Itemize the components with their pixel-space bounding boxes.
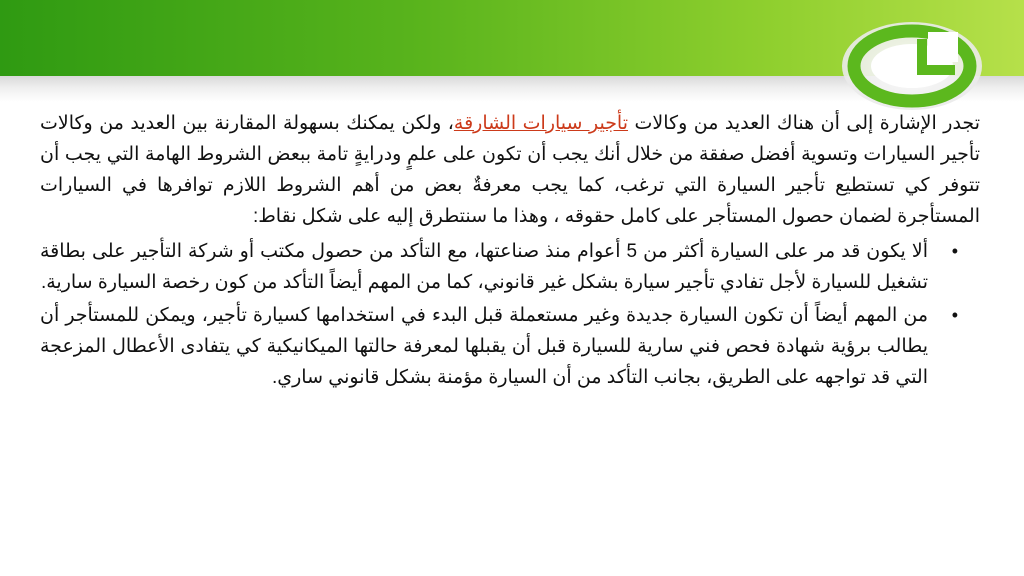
intro-text-before-link: تجدر الإشارة إلى أن هناك العديد من وكالات [628,113,980,134]
slide-content [40,108,980,395]
list-item-text: من المهم أيضاً أن تكون السيارة جديدة وغير مستعملة قبل البدء في استخدامها كسيارة تأجير، ويمكن للمستأجر أن يطالب برؤية شهادة فحص فني سارية للسيارة قبل أن يقبلها لمعرفة حالتها الميكانيكية كي يتفادى الأعطال المزعجة التي قد تواجهه على الطريق، بجانب التأكد من أن السيارة مؤمنة بشكل قانوني ساري. [40,305,928,388]
list-item [40,300,958,393]
conditions-list [40,236,980,393]
intro-paragraph [40,108,980,232]
list-item [40,236,958,298]
intro-text-after-link: ، ولكن يمكنك بسهولة المقارنة بين العديد من وكالات تأجير السيارات وتسوية أفضل صفقة من خلال أنك يجب أن تكون على علمٍ ودرايةٍ تامة ببعض الشروط الهامة التي يجب أن تتوفر كي تستطيع تأجير السيارة التي ترغب، كما يجب معرفةٌ بعض من أهم الشروط اللازم توافرها في السيارات المستأجرة لضمان حصول المستأجر على كامل حقوقه ، وهذا ما سنتطرق إليه على شكل نقاط: [40,113,980,227]
bullet-icon: • [951,241,958,261]
bullet-icon: • [951,305,958,325]
list-item-text: ألا يكون قد مر على السيارة أكثر من 5 أعوام منذ صناعتها، مع التأكد من حصول مكتب أو شركة التأجير على بطاقة تشغيل للسيارة لأجل تفادي تأجير سيارة بشكل غير قانوني، كما من المهم أيضاً التأكد من كون رخصة السيارة سارية. [40,241,928,293]
sharjah-car-rental-link[interactable]: تأجير سيارات الشارقة [453,113,629,134]
green-ring-logo-icon [836,14,986,114]
